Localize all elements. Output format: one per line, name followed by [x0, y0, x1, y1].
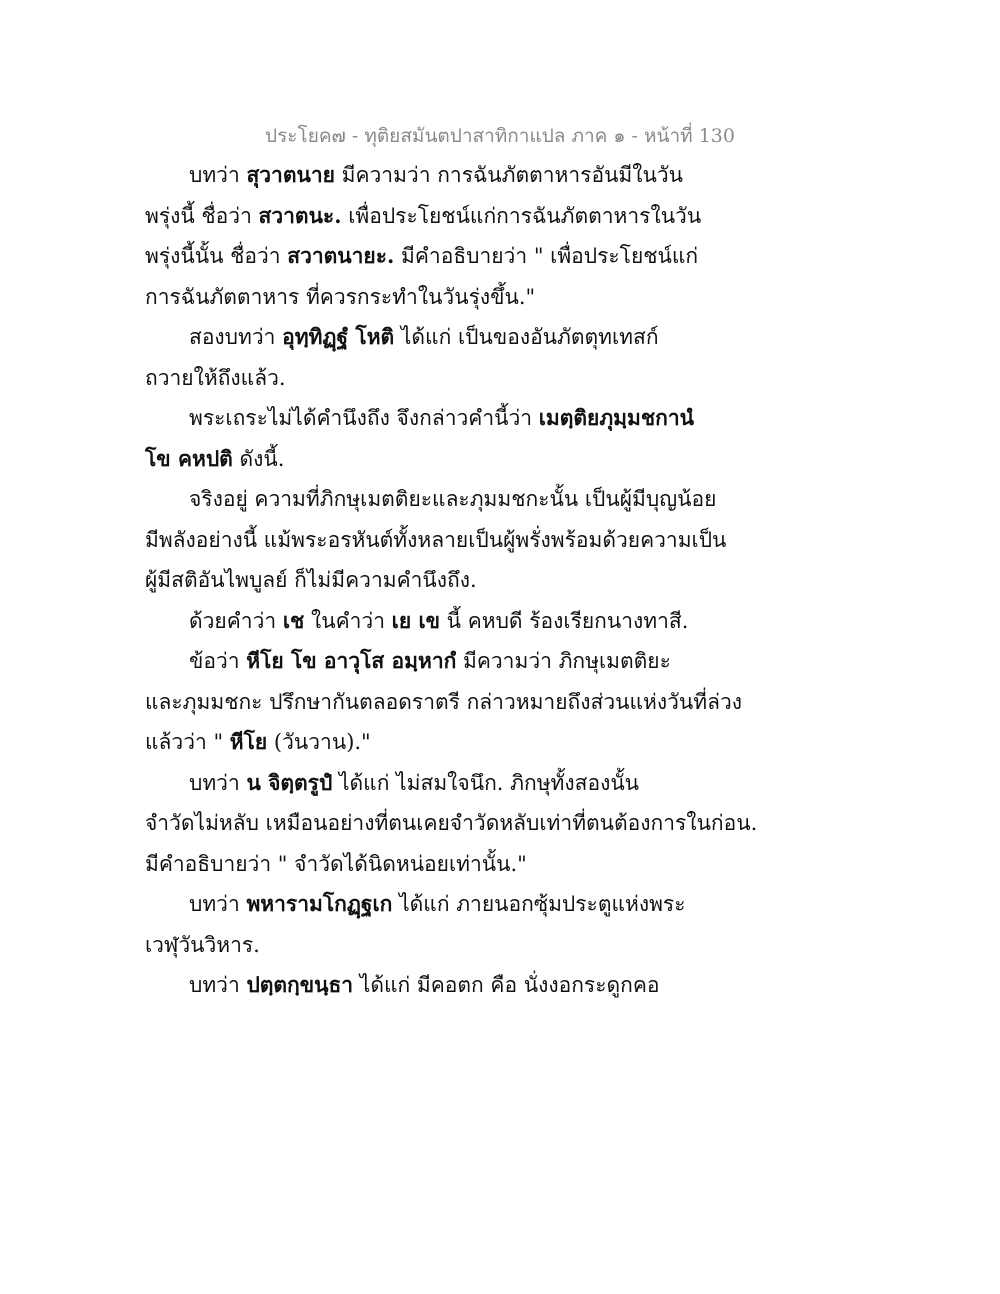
text-line — [145, 520, 727, 561]
pali-term: พหารามโกฏฺฐเก — [246, 891, 393, 916]
text-segment: จำวัดไม่หลับ เหมือนอย่างที่ตนเคยจำวัดหลับเท่าที่ตนต้องการในก่อน. — [145, 811, 758, 835]
pali-term: อุทฺทิฏฺฐํ โหติ — [282, 324, 395, 349]
text-segment: ผู้มีสติอันไพบูลย์ ก็ไม่มีความคำนึงถึง. — [145, 568, 477, 592]
text-line — [145, 317, 705, 358]
text-segment: เวฬุวันวิหาร. — [145, 932, 260, 957]
pali-term: โข คหปติ — [145, 445, 233, 471]
pali-term: น จิตฺตรูปํ — [246, 769, 333, 795]
paragraph — [145, 965, 705, 1006]
text-line — [145, 236, 705, 277]
text-line — [145, 965, 705, 1006]
text-segment: ได้แก่ มีคอตก คือ นั่งงอกระดูกคอ — [353, 973, 660, 997]
text-line — [145, 601, 705, 642]
pali-term: หีโย โข อาวุโส อมฺหากํ — [246, 648, 457, 673]
text-segment: การฉันภัตตาหาร ที่ควรกระทำในวันรุ่งขึ้น." — [145, 284, 536, 309]
pali-term: สุวาตนาย — [246, 162, 335, 187]
paragraph — [145, 479, 727, 601]
text-line — [145, 682, 743, 723]
page-header: ประโยค๗ - ทุติยสมันตปาสาทิกาแปล ภาค ๑ - หน้าที่ 130 — [265, 125, 735, 147]
text-segment: (วันวาน)." — [267, 730, 371, 754]
text-line — [145, 155, 705, 196]
text-segment: มีความว่า ภิกษุเมตติยะ — [456, 649, 671, 673]
text-line — [145, 925, 705, 966]
text-segment: พระเถระไม่ได้คำนึงถึง จึงกล่าวคำนี้ว่า — [189, 406, 539, 430]
text-line — [145, 196, 705, 237]
text-line — [145, 763, 705, 804]
pali-term: เย เข — [391, 607, 440, 633]
text-segment: มีพลังอย่างนี้ แม้พระอรหันต์ทั้งหลายเป็นผู้พรั่งพร้อมด้วยความเป็น — [145, 527, 727, 552]
text-segment: จริงอยู่ ความที่ภิกษุเมตติยะและภุมมชกะนั้น เป็นผู้มีบุญน้อย — [189, 487, 717, 511]
pali-term: เมตฺติยภุมฺมชกานํ — [538, 405, 694, 430]
pali-term: หีโย — [229, 729, 268, 754]
paragraph — [145, 398, 705, 479]
text-segment: เพื่อประโยชน์แก่การฉันภัตตาหารในวัน — [341, 203, 702, 228]
text-segment: ถวายให้ถึงแล้ว. — [145, 365, 286, 390]
pali-term: สวาตนะ. — [258, 202, 342, 228]
text-segment: ได้แก่ ไม่สมใจนึก. ภิกษุทั้งสองนั้น — [332, 770, 640, 795]
text-segment: สองบทว่า — [189, 325, 283, 349]
text-line — [145, 479, 717, 520]
text-line — [145, 803, 758, 844]
text-segment: นี้ คหบดี ร้องเรียกนางทาสี. — [440, 608, 689, 633]
text-segment: ด้วยคำว่า — [189, 608, 283, 633]
paragraph — [145, 155, 705, 317]
text-line — [145, 398, 705, 439]
pali-term: ปตฺตกฺขนฺธา — [246, 972, 354, 997]
pali-term: เช — [282, 607, 305, 633]
pali-term: สวาตนายะ. — [287, 243, 395, 268]
text-segment: มีความว่า การฉันภัตตาหารอันมีในวัน — [334, 163, 684, 187]
text-segment: ในคำว่า — [304, 608, 392, 633]
text-segment: บทว่า — [189, 163, 247, 187]
text-segment: แล้วว่า " — [145, 730, 230, 754]
text-segment: บทว่า — [189, 973, 247, 997]
text-line — [145, 560, 705, 601]
text-segment: มีคำอธิบายว่า " เพื่อประโยชน์แก่ — [394, 244, 699, 268]
text-segment: บทว่า — [189, 770, 247, 795]
text-segment: ได้แก่ ภายนอกซุ้มประตูแห่งพระ — [392, 892, 686, 916]
paragraph — [145, 317, 705, 398]
text-line — [145, 722, 705, 763]
text-line — [145, 277, 705, 318]
text-segment: บทว่า — [189, 892, 247, 916]
text-line — [145, 844, 705, 885]
paragraph — [145, 601, 705, 642]
text-line — [145, 641, 705, 682]
text-segment: ข้อว่า — [189, 649, 247, 673]
text-segment: พรุ่งนี้ ชื่อว่า — [145, 203, 259, 228]
text-segment: ได้แก่ เป็นของอันภัตตุทเทสก์ — [394, 325, 659, 349]
text-segment: ดังนี้. — [232, 446, 285, 471]
paragraph — [145, 763, 758, 885]
text-line — [145, 358, 705, 399]
text-line — [145, 884, 705, 925]
text-segment: และภุมมชกะ ปรึกษากันตลอดราตรี กล่าวหมายถึงส่วนแห่งวันที่ล่วง — [145, 689, 743, 714]
body-text — [145, 155, 758, 1006]
paragraph — [145, 641, 743, 763]
text-line — [145, 439, 705, 480]
paragraph — [145, 884, 705, 965]
text-segment: พรุ่งนี้นั้น ชื่อว่า — [145, 244, 288, 268]
text-segment: มีคำอธิบายว่า " จำวัดได้นิดหน่อยเท่านั้น." — [145, 851, 527, 876]
